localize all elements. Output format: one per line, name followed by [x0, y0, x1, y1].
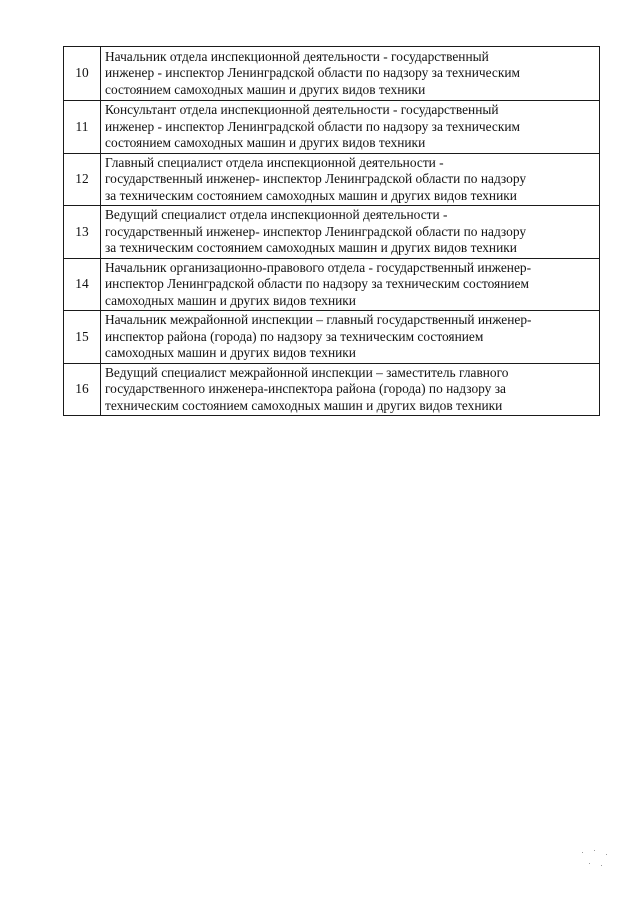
positions-table	[63, 46, 600, 416]
position-title-line: государственный инженер- инспектор Ленинградской области по надзору	[105, 171, 527, 186]
row-number: 16	[64, 363, 101, 416]
position-title-line: самоходных машин и других видов техники	[105, 345, 356, 360]
table-row	[64, 363, 600, 416]
table-row	[64, 311, 600, 364]
position-title-line: Главный специалист отдела инспекционной деятельности -	[105, 154, 444, 170]
position-title-line: Начальник межрайонной инспекции – главный государственный инженер-	[105, 312, 532, 327]
position-title-line: состоянием самоходных машин и других видов техники	[105, 135, 426, 150]
table-row	[64, 153, 600, 206]
position-title-cell	[101, 258, 600, 311]
position-title-line: Ведущий специалист отдела инспекционной деятельности -	[105, 207, 448, 222]
position-title-line: Ведущий специалист межрайонной инспекции – заместитель главного	[105, 364, 509, 380]
table-row	[64, 258, 600, 311]
position-title-cell	[101, 47, 600, 101]
position-title-line: Консультант отдела инспекционной деятельности - государственный	[105, 102, 499, 117]
table-row	[64, 206, 600, 259]
row-number: 10	[64, 47, 101, 101]
row-number: 13	[64, 206, 101, 259]
position-title-line: Начальник отдела инспекционной деятельности - государственный	[105, 48, 489, 64]
position-title-cell	[101, 363, 600, 416]
table-row	[64, 101, 600, 154]
position-title-line: государственного инженера-инспектора района (города) по надзору за	[105, 381, 506, 396]
position-title-cell	[101, 311, 600, 364]
position-title-line: техническим состоянием самоходных машин и других видов техники	[105, 397, 503, 413]
row-number: 12	[64, 153, 101, 206]
table-row	[64, 47, 600, 101]
row-number: 15	[64, 311, 101, 364]
position-title-line: государственный инженер- инспектор Ленинградской области по надзору	[105, 223, 527, 239]
position-title-line: за техническим состоянием самоходных машин и других видов техники	[105, 240, 517, 255]
position-title-line: Начальник организационно-правового отдела - государственный инженер-	[105, 259, 532, 275]
position-title-line: инженер - инспектор Ленинградской области по надзору за техническим	[105, 65, 520, 81]
position-title-cell	[101, 153, 600, 206]
position-title-cell	[101, 206, 600, 259]
row-number: 11	[64, 101, 101, 154]
scan-specks	[580, 849, 610, 867]
position-title-line: инспектор района (города) по надзору за техническим состоянием	[105, 328, 484, 344]
position-title-line: за техническим состоянием самоходных машин и других видов техники	[105, 187, 517, 203]
row-number: 14	[64, 258, 101, 311]
position-title-line: инспектор Ленинградской области по надзору за техническим состоянием	[105, 276, 529, 291]
position-title-line: самоходных машин и других видов техники	[105, 292, 356, 308]
position-title-line: состоянием самоходных машин и других видов техники	[105, 81, 426, 97]
position-title-cell	[101, 101, 600, 154]
position-title-line: инженер - инспектор Ленинградской области по надзору за техническим	[105, 118, 520, 134]
